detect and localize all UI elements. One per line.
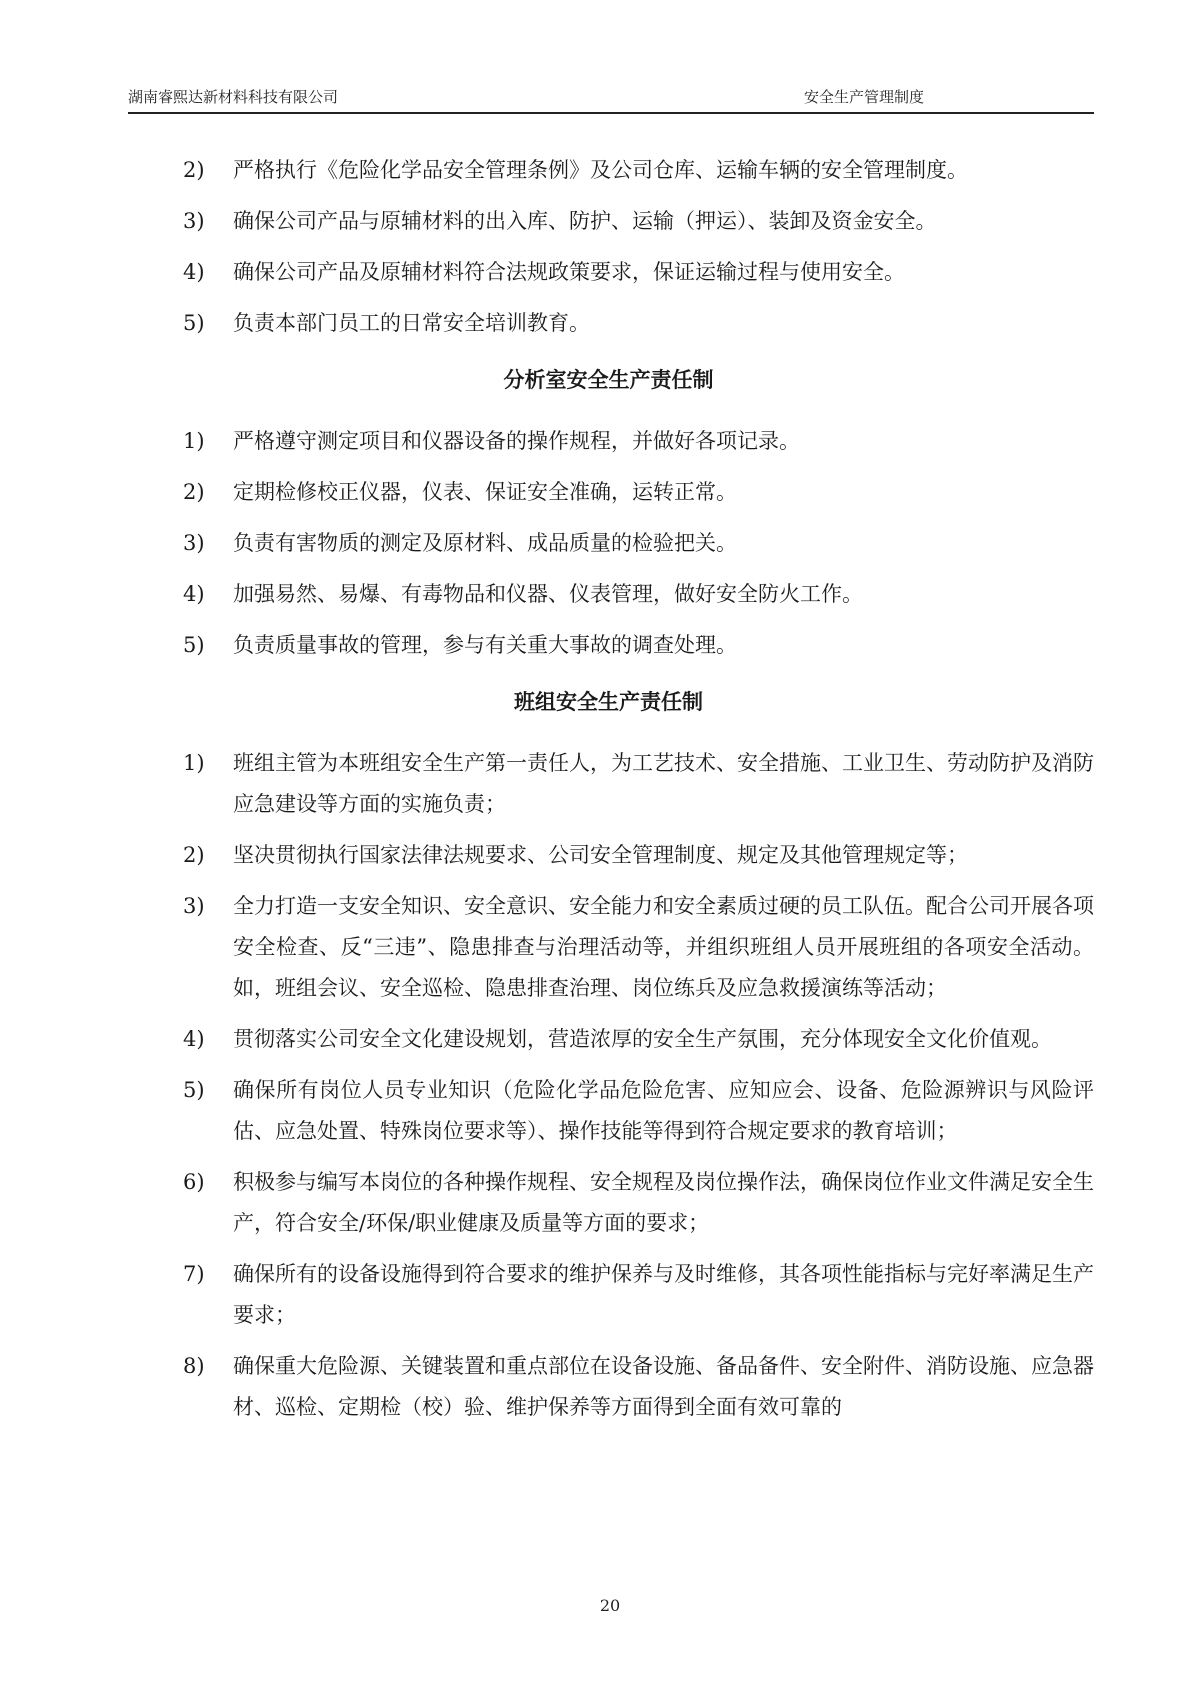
list-item-number: 6) bbox=[183, 1170, 205, 1194]
list-item-text: 全力打造一支安全知识、安全意识、安全能力和安全素质过硬的员工队伍。配合公司开展各项安全检查、反“三违”、隐患排查与治理活动等，并组织班组人员开展班组的各项安全活动。如，班组会议、安全巡检、隐患排查治理、岗位练兵及应急救援演练等活动； bbox=[233, 894, 1094, 1000]
list-item-number: 4) bbox=[183, 582, 205, 606]
list-item bbox=[183, 303, 1094, 344]
intro-list bbox=[183, 150, 1094, 344]
list-item-number: 8) bbox=[183, 1354, 205, 1378]
list-item bbox=[183, 472, 1094, 513]
list-item-text: 确保所有岗位人员专业知识（危险化学品危险危害、应知应会、设备、危险源辨识与风险评估、应急处置、特殊岗位要求等）、操作技能等得到符合规定要求的教育培训； bbox=[233, 1078, 1094, 1143]
list-item-text: 负责本部门员工的日常安全培训教育。 bbox=[233, 311, 590, 335]
list-item bbox=[183, 1162, 1094, 1244]
list-item-number: 7) bbox=[183, 1262, 205, 1286]
company-name: 湖南睿熙达新材料科技有限公司 bbox=[128, 88, 339, 106]
list-item-number: 3) bbox=[183, 209, 205, 233]
team-section-title: 班组安全生产责任制 bbox=[514, 690, 703, 714]
list-item-text: 确保所有的设备设施得到符合要求的维护保养与及时维修，其各项性能指标与完好率满足生产要求； bbox=[233, 1262, 1094, 1327]
list-item-text: 贯彻落实公司安全文化建设规划，营造浓厚的安全生产氛围，充分体现安全文化价值观。 bbox=[233, 1027, 1052, 1051]
list-item-number: 2) bbox=[183, 158, 205, 182]
team-responsibility-list bbox=[183, 743, 1094, 1428]
list-item bbox=[183, 252, 1094, 293]
list-item-number: 1) bbox=[183, 429, 205, 453]
lab-responsibility-list bbox=[183, 421, 1094, 666]
list-item-text: 负责有害物质的测定及原材料、成品质量的检验把关。 bbox=[233, 531, 737, 555]
list-item-number: 1) bbox=[183, 751, 205, 775]
list-item bbox=[183, 625, 1094, 666]
list-item bbox=[183, 743, 1094, 825]
list-item-text: 确保重大危险源、关键装置和重点部位在设备设施、备品备件、安全附件、消防设施、应急器材、巡检、定期检（校）验、维护保养等方面得到全面有效可靠的 bbox=[233, 1354, 1094, 1419]
list-item bbox=[183, 201, 1094, 242]
list-item-text: 坚决贯彻执行国家法律法规要求、公司安全管理制度、规定及其他管理规定等； bbox=[233, 843, 968, 867]
list-item bbox=[183, 1254, 1094, 1336]
list-item-text: 班组主管为本班组安全生产第一责任人，为工艺技术、安全措施、工业卫生、劳动防护及消防应急建设等方面的实施负责； bbox=[233, 751, 1094, 816]
list-item-number: 4) bbox=[183, 260, 205, 284]
list-item-text: 定期检修校正仪器，仪表、保证安全准确，运转正常。 bbox=[233, 480, 737, 504]
list-item bbox=[183, 421, 1094, 462]
list-item-number: 4) bbox=[183, 1027, 205, 1051]
list-item bbox=[183, 886, 1094, 1009]
list-item-text: 确保公司产品及原辅材料符合法规政策要求，保证运输过程与使用安全。 bbox=[233, 260, 905, 284]
document-title: 安全生产管理制度 bbox=[804, 88, 925, 106]
list-item bbox=[183, 523, 1094, 564]
list-item-text: 加强易然、易爆、有毒物品和仪器、仪表管理，做好安全防火工作。 bbox=[233, 582, 863, 606]
list-item-text: 严格执行《危险化学品安全管理条例》及公司仓库、运输车辆的安全管理制度。 bbox=[233, 158, 968, 182]
list-item-text: 确保公司产品与原辅材料的出入库、防护、运输（押运）、装卸及资金安全。 bbox=[233, 209, 937, 233]
list-item bbox=[183, 1346, 1094, 1428]
list-item-text: 负责质量事故的管理，参与有关重大事故的调查处理。 bbox=[233, 633, 737, 657]
list-item-number: 5) bbox=[183, 633, 205, 657]
list-item bbox=[183, 835, 1094, 876]
list-item-number: 3) bbox=[183, 894, 205, 918]
list-item bbox=[183, 574, 1094, 615]
list-item bbox=[183, 1019, 1094, 1060]
list-item-number: 3) bbox=[183, 531, 205, 555]
list-item-number: 2) bbox=[183, 843, 205, 867]
list-item-text: 积极参与编写本岗位的各种操作规程、安全规程及岗位操作法，确保岗位作业文件满足安全生产，符合安全/环保/职业健康及质量等方面的要求； bbox=[233, 1170, 1094, 1235]
list-item-text: 严格遵守测定项目和仪器设备的操作规程，并做好各项记录。 bbox=[233, 429, 800, 453]
page-number: 20 bbox=[599, 1596, 621, 1615]
lab-section-title: 分析室安全生产责任制 bbox=[503, 368, 714, 392]
list-item-number: 5) bbox=[183, 1078, 205, 1102]
list-item bbox=[183, 1070, 1094, 1152]
page-content bbox=[183, 150, 1094, 1438]
list-item bbox=[183, 150, 1094, 191]
list-item-number: 5) bbox=[183, 311, 205, 335]
page-header bbox=[128, 84, 1094, 114]
list-item-number: 2) bbox=[183, 480, 205, 504]
